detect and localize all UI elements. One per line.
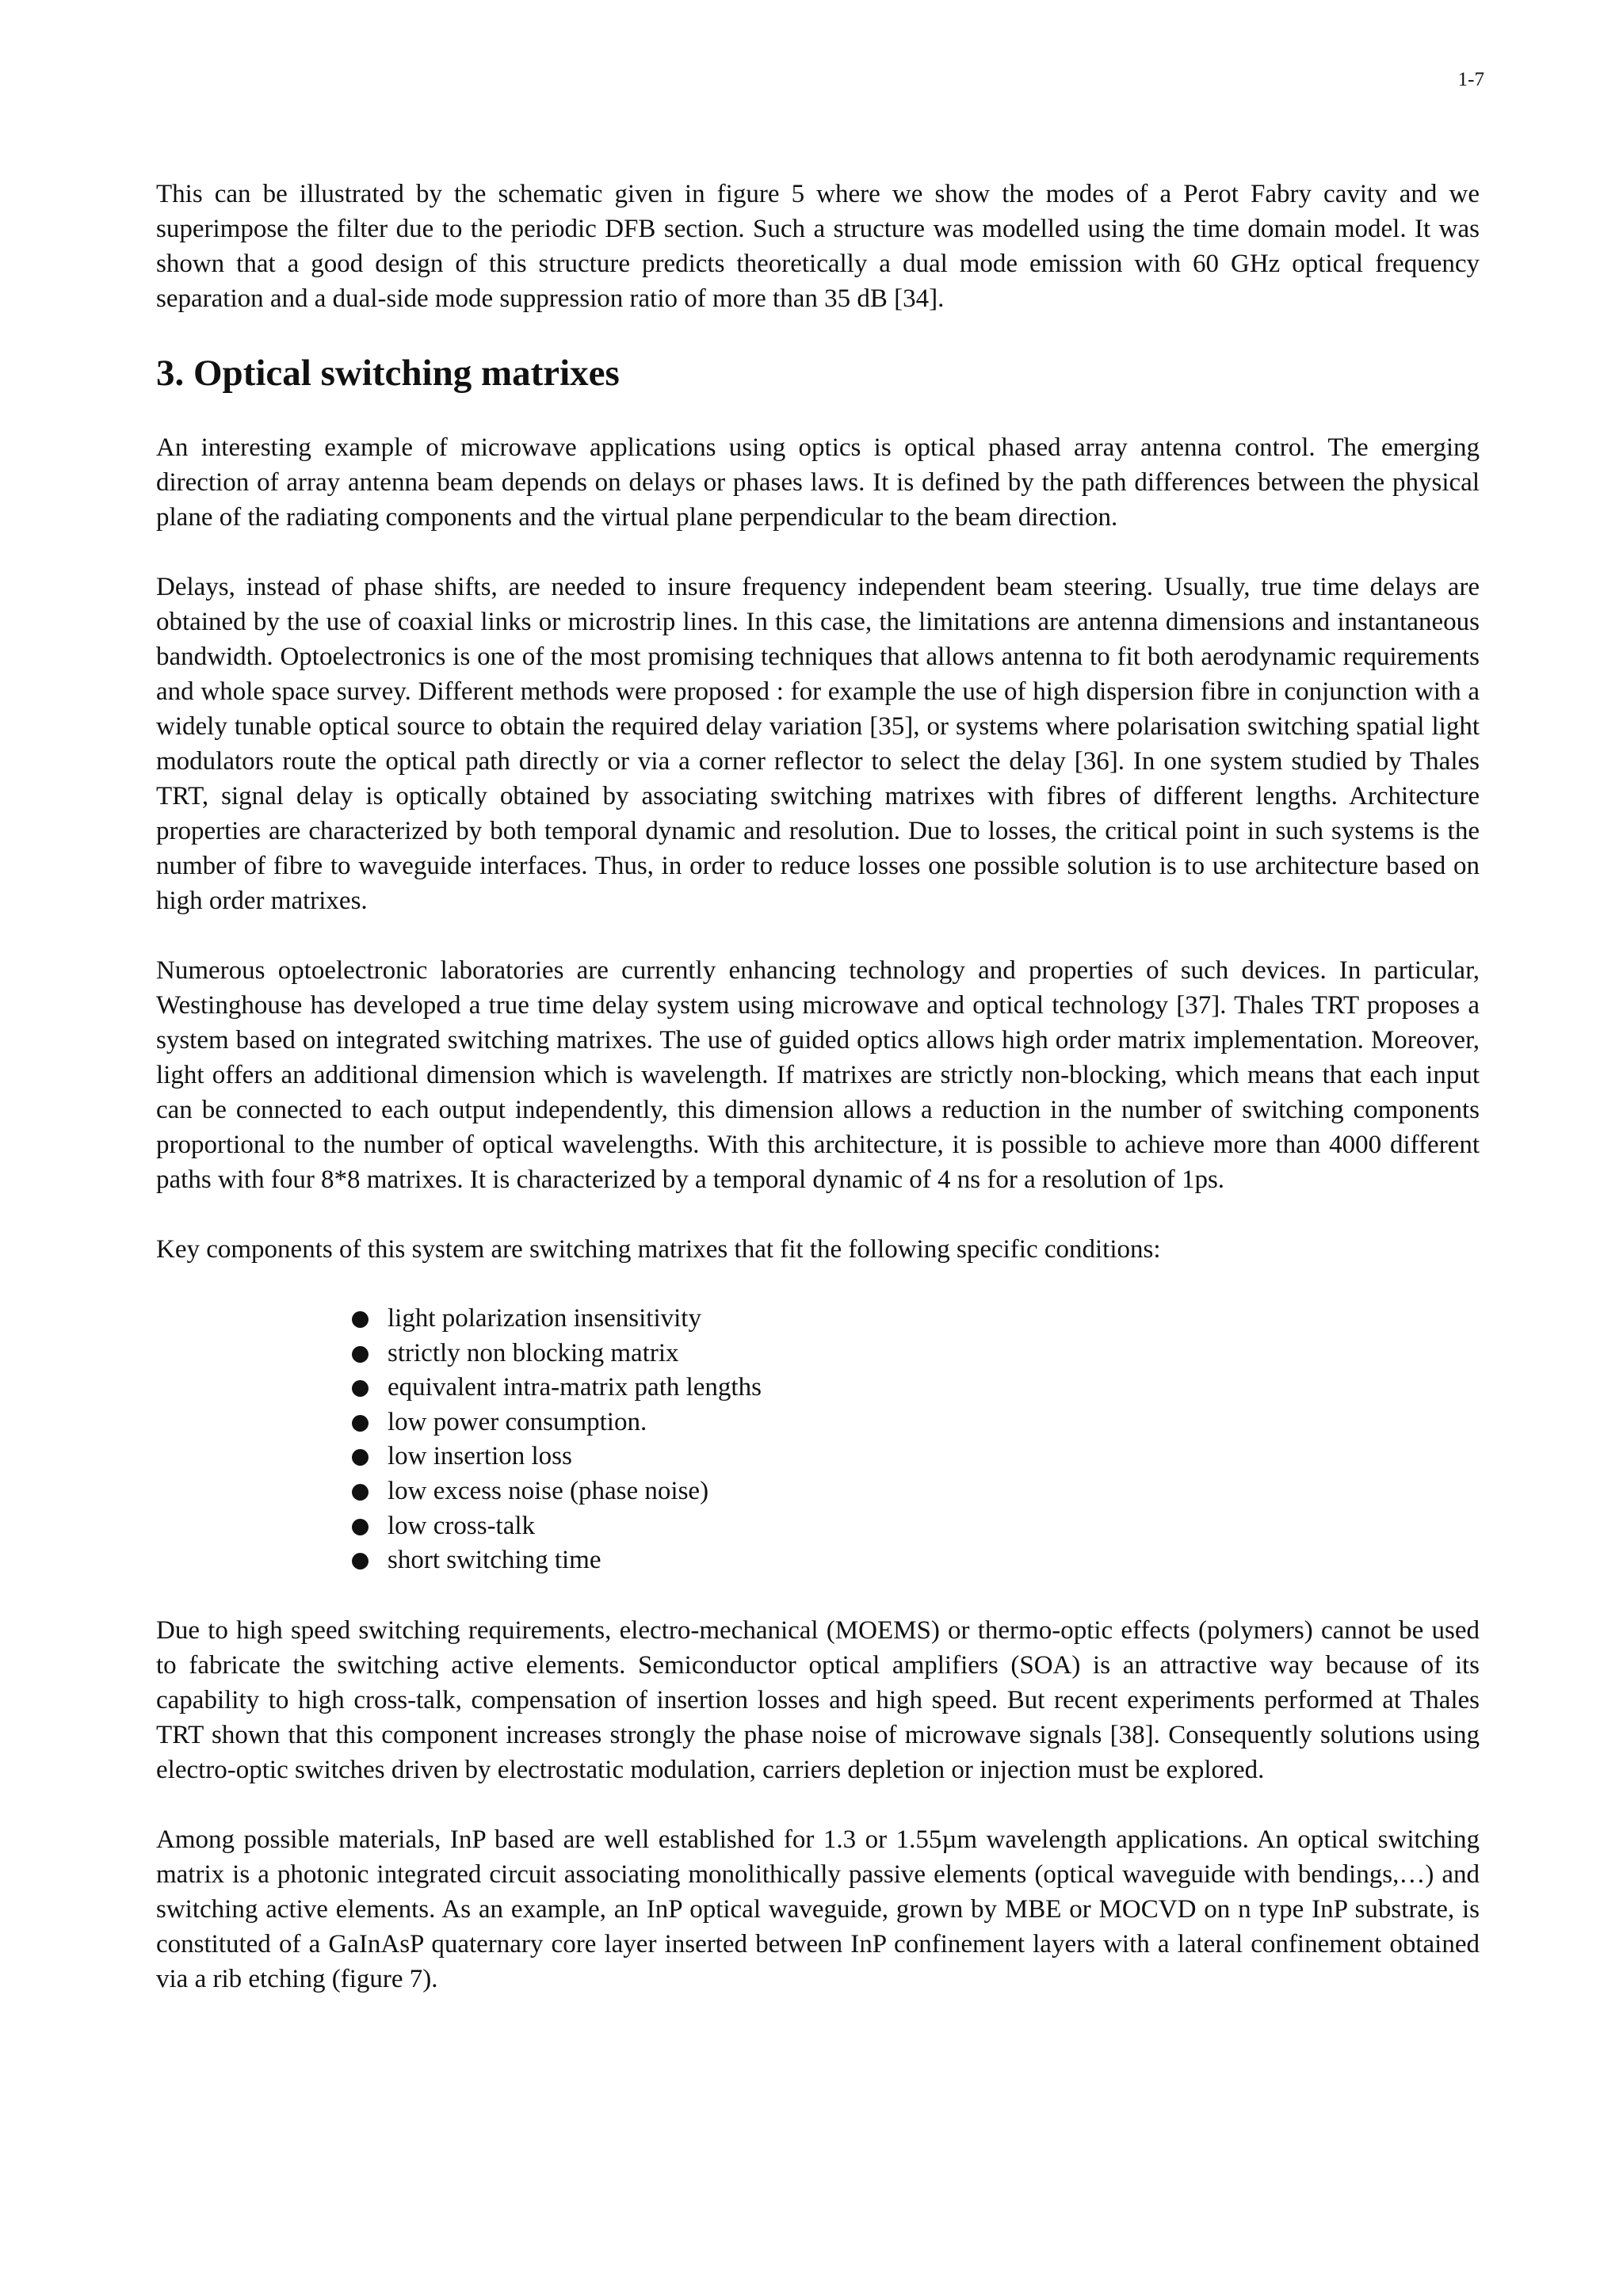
bullet-icon	[352, 1380, 369, 1397]
list-item	[156, 1371, 1480, 1405]
list-item	[156, 1440, 1480, 1474]
list-item	[156, 1543, 1480, 1578]
paragraph-delays: Delays, instead of phase shifts, are needed to insure frequency independent beam steering. Usually, true time delays are obtained by the use of coaxial links or microstrip lines. In this case, the limitations are antenna dimensions and instantaneous bandwidth. Optoelectronics is one of the most promising techniques that allows antenna to fit both aerodynamic requirements and whole space survey. Different methods were proposed : for example the use of high dispersion fibre in conjunction with a widely tunable optical source to obtain the required delay variation [35], or systems where polarisation switching spatial light modulators route the optical path directly or via a corner reflector to select the delay [36]. In one system studied by Thales TRT, signal delay is optically obtained by associating switching matrixes with fibres of different lengths. Architecture properties are characterized by both temporal dynamic and resolution. Due to losses, the critical point in such systems is the number of fibre to waveguide interfaces. Thus, in order to reduce losses one possible solution is to use architecture based on high order matrixes.	[156, 573, 1480, 915]
list-item-text: short switching time	[388, 1546, 601, 1575]
bullet-icon	[352, 1519, 369, 1535]
section-heading: 3. Optical switching matrixes	[156, 353, 620, 394]
list-item	[156, 1474, 1480, 1509]
list-item	[156, 1337, 1480, 1371]
list-item	[156, 1302, 1480, 1337]
document-body	[156, 177, 1480, 2031]
paragraph-switching-requirements: Due to high speed switching requirements, electro-mechanical (MOEMS) or thermo-optic effects (polymers) cannot be used to fabricate the switching active elements. Semiconductor optical amplifiers (SOA) is an attractive way because of its capability to high cross-talk, compensation of insertion losses and high speed. But recent experiments performed at Thales TRT shown that this component increases strongly the phase noise of microwave signals [38]. Consequently solutions using electro-optic switches driven by electrostatic modulation, carriers depletion or injection must be explored.	[156, 1615, 1480, 1784]
paragraph-phased-array: An interesting example of microwave applications using optics is optical phased array antenna control. The emerging direction of array antenna beam depends on delays or phases laws. It is defined by the path differences between the physical plane of the radiating components and the virtual plane perpendicular to the beam direction.	[156, 433, 1480, 532]
list-item-text: low insertion loss	[388, 1442, 572, 1471]
list-item-text: low cross-talk	[388, 1511, 536, 1540]
conditions-list	[156, 1302, 1480, 1578]
list-item-text: strictly non blocking matrix	[388, 1338, 679, 1367]
bullet-icon	[352, 1346, 369, 1363]
paragraph-key-components: Key components of this system are switching matrixes that fit the following specific conditions:	[156, 1235, 1161, 1264]
bullet-icon	[352, 1449, 369, 1466]
bullet-icon	[352, 1415, 369, 1432]
bullet-icon	[352, 1311, 369, 1328]
bullet-icon	[352, 1553, 369, 1569]
list-item	[156, 1509, 1480, 1544]
bullet-icon	[352, 1484, 369, 1501]
list-item-text: equivalent intra-matrix path lengths	[388, 1373, 762, 1402]
paragraph-materials: Among possible materials, InP based are well established for 1.3 or 1.55µm wavelength applications. An optical switching matrix is a photonic integrated circuit associating monolithically passive elements (optical waveguide with bendings,…) and switching active elements. As an example, an InP optical waveguide, grown by MBE or MOCVD on n type InP substrate, is constituted of a GaInAsP quaternary core layer inserted between InP confinement layers with a lateral confinement obtained via a rib etching (figure 7).	[156, 1825, 1480, 1993]
list-item-text: low power consumption.	[388, 1407, 647, 1436]
list-item-text: light polarization insensitivity	[388, 1304, 701, 1333]
paragraph-laboratories: Numerous optoelectronic laboratories are currently enhancing technology and properties of such devices. In particular, Westinghouse has developed a true time delay system using microwave and optical technology [37]. Thales TRT proposes a system based on integrated switching matrixes. The use of guided optics allows high order matrix implementation. Moreover, light offers an additional dimension which is wavelength. If matrixes are strictly non-blocking, which means that each input can be connected to each output independently, this dimension allows a reduction in the number of switching components proportional to the number of optical wavelengths. With this architecture, it is possible to achieve more than 4000 different paths with four 8*8 matrixes. It is characterized by a temporal dynamic of 4 ns for a resolution of 1ps.	[156, 956, 1480, 1194]
list-item	[156, 1405, 1480, 1440]
list-item-text: low excess noise (phase noise)	[388, 1476, 709, 1505]
intro-paragraph: This can be illustrated by the schematic given in figure 5 where we show the modes of a Perot Fabry cavity and we superimpose the filter due to the periodic DFB section. Such a structure was modelled using the time domain model. It was shown that a good design of this structure predicts theoretically a dual mode emission with 60 GHz optical frequency separation and a dual-side mode suppression ratio of more than 35 dB [34].	[156, 180, 1480, 313]
page-number: 1-7	[1457, 69, 1484, 90]
